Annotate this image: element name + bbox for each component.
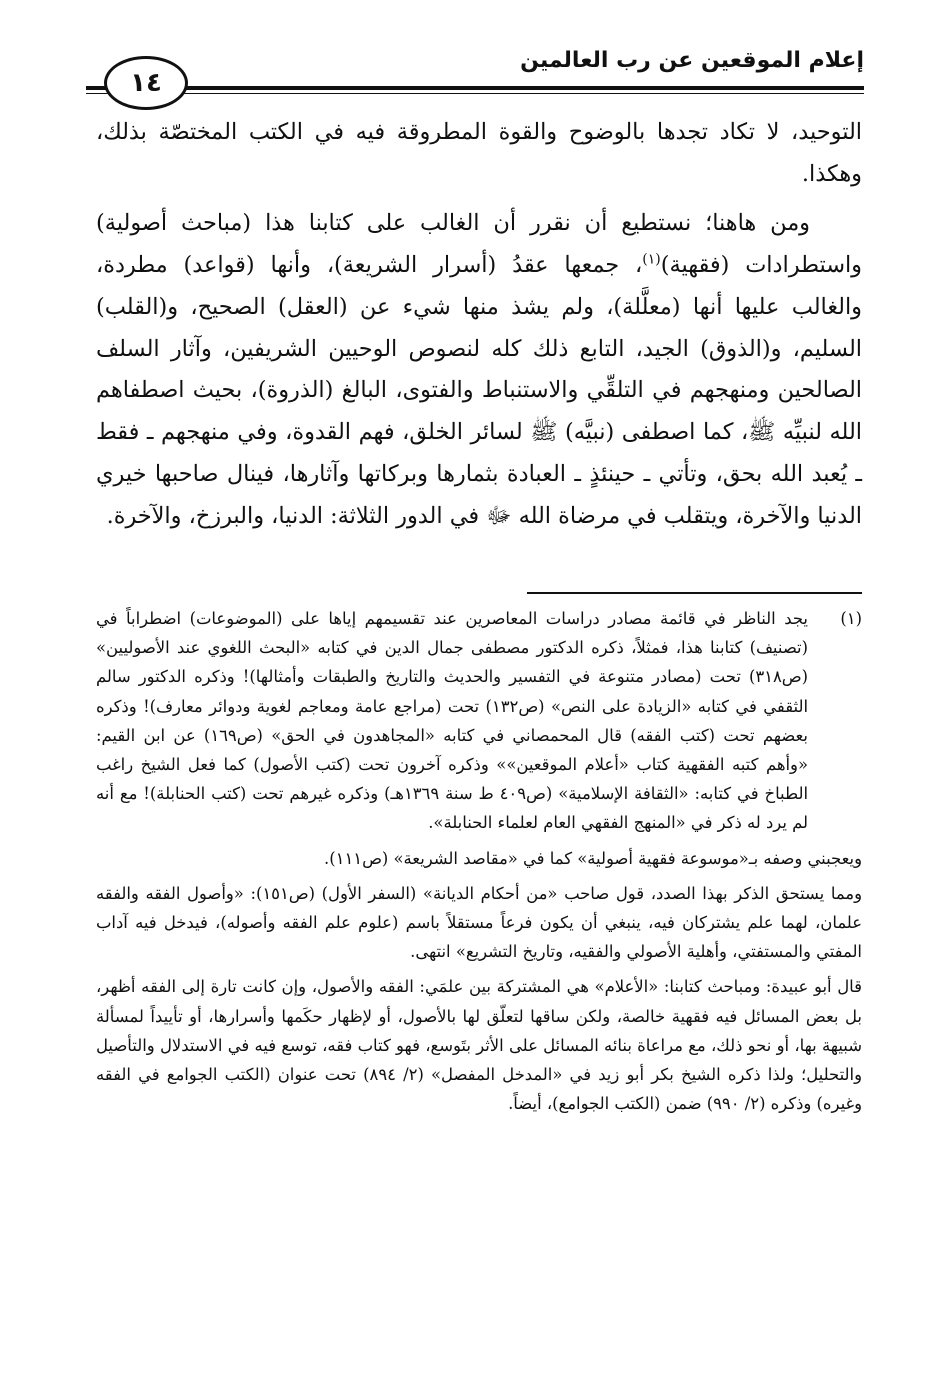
page-number-badge xyxy=(104,56,188,110)
footnote-marker: (١) xyxy=(642,251,661,268)
footnote-number: (١) xyxy=(840,609,862,628)
footnotes xyxy=(96,604,862,1118)
footnote-separator xyxy=(527,592,862,594)
main-paragraph-rest: ، جمعها عقدُ (أسرار الشريعة)، وأنها (قواعد) مطردة، والغالب عليها أنها (معلَّلة)، ولم يشذ منها شيء عن (العقل) الصحيح، و(القلب) السليم، و(الذوق) الجيد، التابع ذلك كله لنصوص الوحيين الشريفين، وآثار السلف الصالحين ومنهجهم في التلقِّي والاستنباط والفتوى، البالغ (الذروة)، بحيث اصطفاهم الله لنبيِّه ﷺ، كما اصطفى (نبيَّه) ﷺ لسائر الخلق، فهم القدوة، وفي منهجهم ـ فقط ـ يُعبد الله بحق، وتأتي ـ حينئذٍ ـ العبادة بثمارها وبركاتها وآثارها، فينال صاحبها خيري الدنيا والآخرة، ويتقلب في مرضاة الله ﷻ في الدور الثلاثة: الدنيا، والبرزخ، والآخرة. xyxy=(96,251,862,530)
main-text xyxy=(96,112,862,538)
page-header xyxy=(86,40,864,110)
header-rule-thin xyxy=(86,93,864,94)
footnote-paragraph: ومما يستحق الذكر بهذا الصدد، قول صاحب «من أحكام الديانة» (السفر الأول) (ص١٥١): «وأصول الفقه والفقه علمان، لهما علم يشتركان فيه، ينبغي أن يكون فرعاً مستقلاً باسم (علوم علم الفقه وأصوله)، فيدخل فيه آداب المفتي والمستفتي، وأهلية الأصولي والفقيه، وتاريخ التشريع» انتهى. xyxy=(96,883,863,962)
running-title: إعلام الموقعين عن رب العالمين xyxy=(520,48,864,73)
footnote-text: يجد الناظر في قائمة مصادر دراسات المعاصرين عند تقسيمهم إياها على (الموضوعات) اضطراباً في (تصنيف) كتابنا هذا، فمثلاً، ذكره الدكتور مصطفى جمال الدين في كتابه «البحث اللغوي عند الأصوليين» (ص٣١٨) تحت (مصادر متنوعة في التفسير والحديث والتاريخ والطبقات وأمثالها)! وذكره الدكتور سالم الثقفي في كتابه «الزيادة على النص» (ص١٣٢) تحت (مراجع عامة ومعاجم لغوية ودوائر معارف)! وذكره بعضهم تحت (كتب الفقه) قال المحمصاني في كتابه «المجاهدون في الحق» (ص١٦٩) عن ابن القيم: «وأهم كتبه الفقهية كتاب «أعلام الموقعين»» وذكره آخرون تحت (كتب الأصول) كما فعل الشيخ راغب الطباخ في كتابه: «الثقافة الإسلامية» (ص٤٠٩ ط سنة ١٣٦٩هـ) وذكره غيرهم تحت (كتب الحنابلة)! مع أنه لم يرد له ذكر في «المنهج الفقهي العام لعلماء الحنابلة». xyxy=(96,609,808,833)
header-rule-thick xyxy=(86,86,864,90)
footnote-paragraph: ويعجبني وصفه بـ«موسوعة فقهية أصولية» كما في «مقاصد الشريعة» (ص١١١). xyxy=(324,848,862,868)
footnote-paragraph: قال أبو عبيدة: ومباحث كتابنا: «الأعلام» هي المشتركة بين علمَي: الفقه والأصول، وإن كانت تارة إلى الفقه أظهر، بل بعض المسائل فيه فقهية خالصة، ولكن ساقها لتعلّق لها بالأصول، أو لإظهار حكَمها وأسرارها، أو تأييداً لمسألة شبيهة بها، أو نحو ذلك، مع مراعاة بنائه المسائل على الأثر بتَوسع، فهو كتاب فقه، توسع فيه في الاستدلال والتأصيل والتحليل؛ ولذا ذكره الشيخ بكر أبو زيد في «المدخل المفصل» (٢/ ٨٩٤) تحت عنوان (الكتب الجوامع في الفقه وغيره) وذكره (٢/ ٩٩٠) ضمن (الكتب الجوامع)، أيضاً. xyxy=(96,977,863,1114)
footnote-paragraph xyxy=(96,604,862,838)
main-paragraph: التوحيد، لا تكاد تجدها بالوضوح والقوة المطروقة فيه في الكتب المختصّة بذلك، وهكذا. xyxy=(96,119,862,187)
main-paragraph xyxy=(96,203,862,538)
main-paragraph-start: ومن هاهنا؛ نستطيع أن نقرر أن الغالب على كتابنا هذا (مباحث أصولية) واستطرادات (فقهية) xyxy=(96,209,862,278)
page-number: ١٤ xyxy=(130,68,162,98)
